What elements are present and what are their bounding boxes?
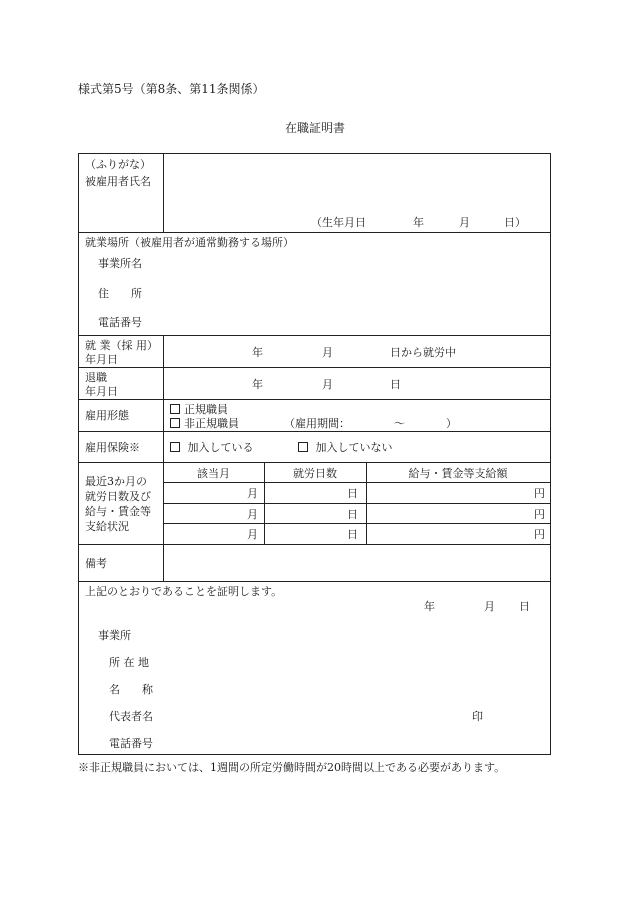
- resign-label-2: 年月日: [85, 385, 118, 398]
- insurance-yes-label: 加入している: [187, 441, 254, 454]
- nonregular-checkbox[interactable]: [170, 418, 180, 428]
- recent-label-line-1: 最近3か月の: [85, 475, 147, 488]
- recent-row3-month: 月: [247, 528, 258, 541]
- divider-person-bottom: [79, 232, 550, 233]
- footnote: ※非正規職員においては、1週間の所定労働時間が20時間以上である必要があります。: [78, 761, 506, 774]
- recent-row1-amount: 円: [534, 487, 545, 500]
- recent-row3-amount: 円: [534, 528, 545, 541]
- recent-row2-days: 日: [347, 508, 358, 521]
- start-label-1: 就 業（採 用）: [85, 339, 158, 352]
- recent-row1-days: 日: [347, 487, 358, 500]
- divider-recent-bottom: [79, 544, 550, 545]
- remarks-label: 備考: [85, 557, 107, 570]
- start-year: 年: [252, 346, 263, 359]
- address-label: 住 所: [98, 287, 142, 300]
- insurance-no-label: 加入していない: [315, 441, 393, 454]
- recent-label-line-3: 給与・賃金等: [85, 505, 151, 518]
- recent-row2-amount: 円: [534, 508, 545, 521]
- cert-day: 日: [519, 600, 530, 613]
- employment-period-label: （雇用期間：: [284, 417, 350, 430]
- divider-start-bottom: [79, 367, 550, 368]
- page-title: 在職証明書: [284, 121, 345, 135]
- furigana-label: （ふりがな）: [85, 158, 151, 171]
- divider-col-person: [163, 154, 164, 232]
- divider-col-main: [163, 335, 164, 581]
- nonregular-option-label: 非正規職員: [184, 417, 239, 430]
- divider-recent-row1: [163, 503, 550, 504]
- insurance-no-checkbox[interactable]: [298, 442, 308, 452]
- form-number: 様式第5号（第8条、第11条関係）: [78, 82, 265, 96]
- resign-year: 年: [252, 378, 263, 391]
- resign-label-1: 退職: [85, 371, 107, 384]
- recent-label-line-4: 支給状況: [85, 520, 129, 533]
- insurance-yes-option[interactable]: [170, 442, 254, 453]
- nonregular-option[interactable]: [170, 418, 239, 429]
- cert-location-label: 所 在 地: [109, 656, 149, 669]
- recent-header-days: 就労日数: [293, 467, 337, 480]
- recent-row1-month: 月: [247, 487, 258, 500]
- divider-remarks-bottom: [79, 581, 550, 582]
- cert-seal: 印: [472, 710, 483, 723]
- certificate-form: [78, 153, 551, 755]
- birth-day: 日）: [504, 216, 526, 229]
- divider-type-bottom: [79, 431, 550, 432]
- recent-row2-month: 月: [247, 508, 258, 521]
- phone-label: 電話番号: [98, 316, 142, 329]
- birth-month: 月: [459, 216, 470, 229]
- cert-year: 年: [424, 600, 435, 613]
- cert-office-label: 事業所: [98, 629, 131, 642]
- insurance-label: 雇用保険※: [85, 441, 140, 454]
- birth-year: 年: [413, 216, 424, 229]
- start-suffix: 日から就労中: [390, 346, 456, 359]
- divider-resign-bottom: [79, 399, 550, 400]
- regular-option-label: 正規職員: [184, 403, 228, 416]
- cert-name-label: 名 称: [109, 683, 153, 696]
- divider-recent-row2: [163, 523, 550, 524]
- divider-insurance-bottom: [79, 462, 550, 463]
- divider-recent-header: [163, 482, 550, 483]
- employment-type-label: 雇用形態: [85, 409, 129, 422]
- divider-workplace-bottom: [79, 335, 550, 336]
- employment-period-close: ）: [446, 417, 457, 430]
- regular-checkbox[interactable]: [170, 404, 180, 414]
- resign-day: 日: [390, 378, 401, 391]
- regular-option[interactable]: [170, 404, 228, 415]
- certification-statement: 上記のとおりであることを証明します。: [85, 585, 283, 598]
- recent-row3-days: 日: [347, 528, 358, 541]
- cert-phone-label: 電話番号: [109, 737, 153, 750]
- insurance-yes-checkbox[interactable]: [170, 442, 180, 452]
- recent-label-line-2: 就労日数及び: [85, 490, 151, 503]
- start-month: 月: [322, 346, 333, 359]
- start-label-2: 年月日: [85, 353, 118, 366]
- workplace-heading: 就業場所（被雇用者が通常勤務する場所）: [85, 236, 294, 249]
- recent-header-amount: 給与・賃金等支給額: [408, 467, 508, 480]
- office-name-label: 事業所名: [98, 257, 142, 270]
- insurance-no-option[interactable]: [298, 442, 393, 453]
- cert-rep-label: 代表者名: [109, 710, 153, 723]
- employment-period-tilde: ～: [394, 417, 405, 430]
- recent-header-month: 該当月: [197, 467, 230, 480]
- employee-name-label: 被雇用者氏名: [85, 175, 151, 188]
- resign-month: 月: [322, 378, 333, 391]
- cert-month: 月: [484, 600, 495, 613]
- birth-label: （生年月日: [311, 216, 366, 229]
